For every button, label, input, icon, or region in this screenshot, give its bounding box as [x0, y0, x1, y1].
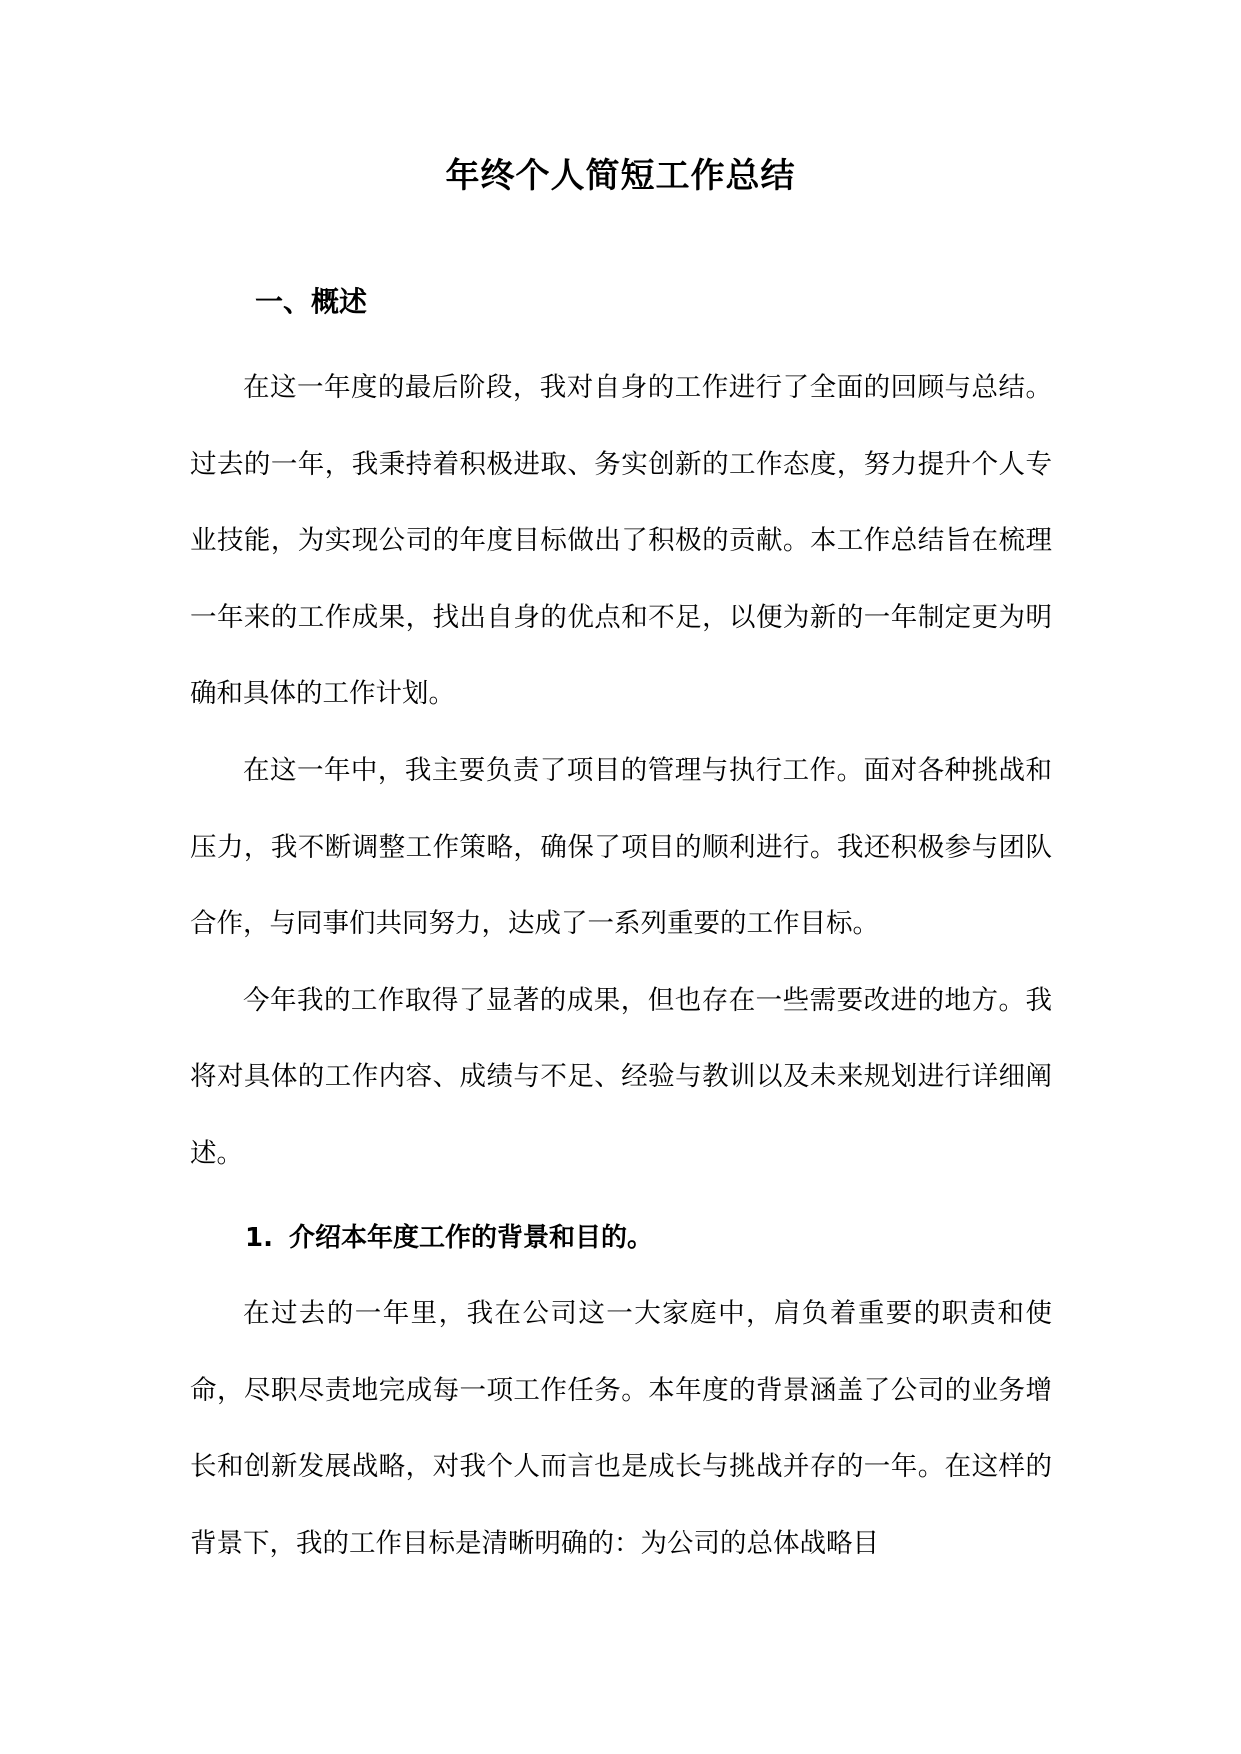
section-heading-overview: 一、概述 [255, 285, 368, 318]
overview-body [190, 350, 1052, 1193]
subsection-number: 1. [245, 1223, 273, 1253]
subsection-heading-text: 介绍本年度工作的背景和目的。 [289, 1223, 654, 1253]
paragraph: 在这一年中，我主要负责了项目的管理与执行工作。面对各种挑战和压力，我不断调整工作策略，确保了项目的顺利进行。我还积极参与团队合作，与同事们共同努力，达成了一系列重要的工作目标。 [190, 754, 1052, 940]
background-body [190, 1276, 1052, 1582]
paragraph: 在过去的一年里，我在公司这一大家庭中，肩负着重要的职责和使命，尽职尽责地完成每一项工作任务。本年度的背景涵盖了公司的业务增长和创新发展战略，对我个人而言也是成长与挑战并存的一年。在这样的背景下，我的工作目标是清晰明确的：为公司的总体战略目 [190, 1298, 1052, 1559]
paragraph: 今年我的工作取得了显著的成果，但也存在一些需要改进的地方。我将对具体的工作内容、成绩与不足、经验与教训以及未来规划进行详细阐述。 [190, 984, 1052, 1169]
document-title: 年终个人简短工作总结 [445, 156, 796, 196]
paragraph: 在这一年度的最后阶段，我对自身的工作进行了全面的回顾与总结。过去的一年，我秉持着积极进取、务实创新的工作态度，努力提升个人专业技能，为实现公司的年度目标做出了积极的贡献。本工作总结旨在梳理一年来的工作成果，找出自身的优点和不足，以便为新的一年制定更为明确和具体的工作计划。 [190, 372, 1052, 710]
subsection-heading [245, 1216, 653, 1260]
